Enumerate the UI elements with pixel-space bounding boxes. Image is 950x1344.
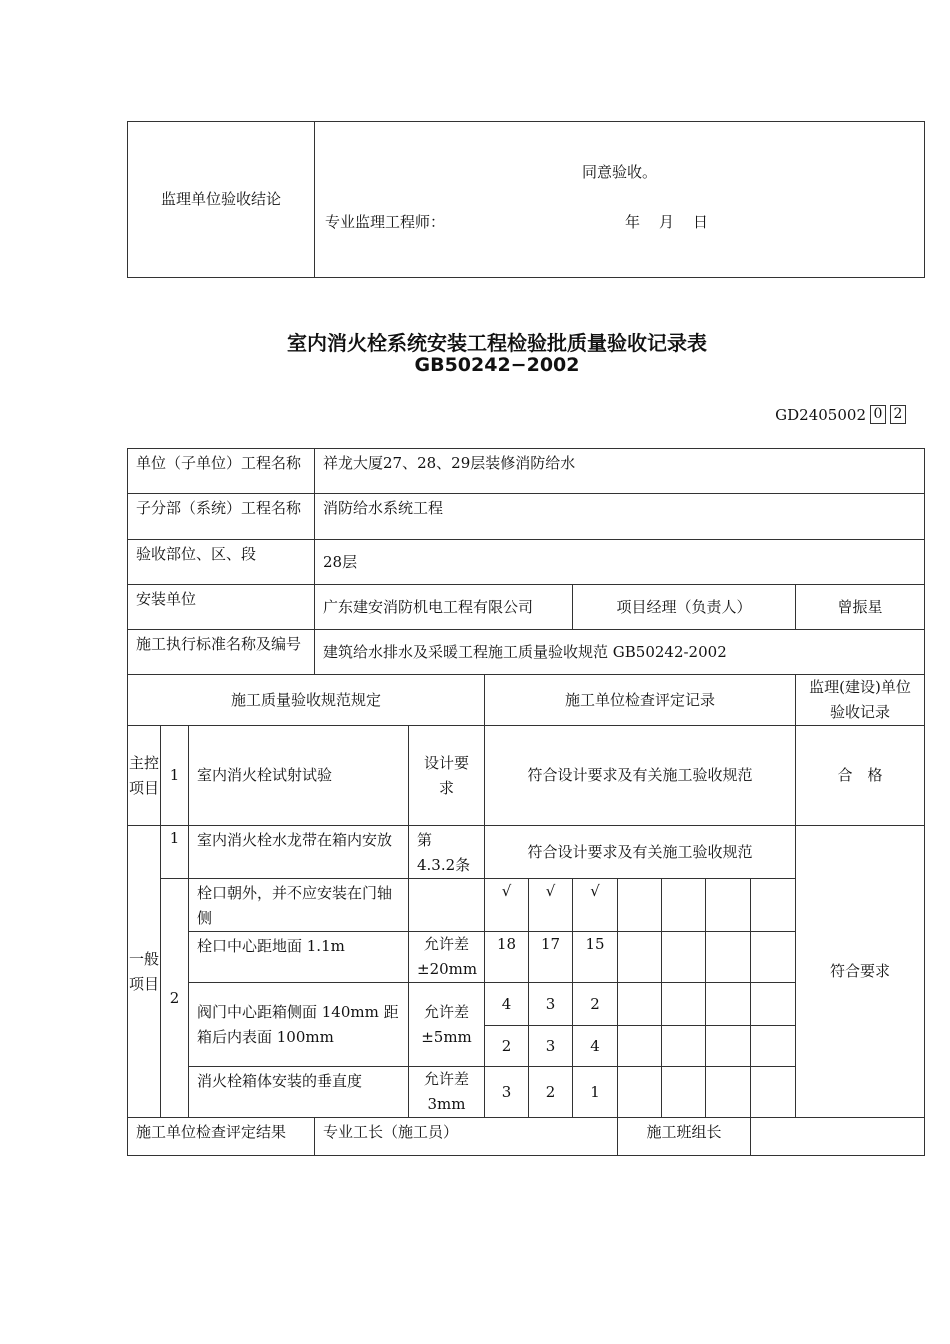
- vertical-value: 3: [485, 1067, 529, 1118]
- valve-text: 阀门中心距箱侧面 140mm 距箱后内表面 100mm: [189, 983, 409, 1067]
- valve-value: 4: [573, 1026, 618, 1067]
- height-req: 允许差±20mm: [409, 932, 485, 983]
- general-item1-req: 第 4.3.2条: [409, 826, 485, 879]
- vertical-text: 消火栓箱体安装的垂直度: [189, 1067, 409, 1118]
- manager-value: 曾振星: [796, 585, 925, 630]
- outlet-value: √: [573, 879, 618, 932]
- vertical-req: 允许差3mm: [409, 1067, 485, 1118]
- standard-value: 建筑给水排水及采暖工程施工质量验收规范 GB50242-2002: [315, 630, 925, 675]
- empty-cell: [618, 1026, 662, 1067]
- empty-cell: [751, 983, 796, 1026]
- project-label: 单位（子单位）工程名称: [128, 449, 315, 494]
- header-row: [128, 675, 925, 726]
- general-item1-text: 室内消火栓水龙带在箱内安放: [189, 826, 409, 879]
- empty-cell: [618, 983, 662, 1026]
- valve-value: 3: [529, 983, 573, 1026]
- footer-row: [128, 1118, 925, 1156]
- empty-cell: [751, 1067, 796, 1118]
- main-control-record: 符合设计要求及有关施工验收规范: [485, 726, 796, 826]
- empty-cell: [618, 932, 662, 983]
- supervision-body: [315, 122, 925, 278]
- valve-value: 2: [485, 1026, 529, 1067]
- footer-result-label: 施工单位检查评定结果: [128, 1118, 315, 1156]
- info-row-standard: [128, 630, 925, 675]
- check-header: 施工单位检查评定记录: [485, 675, 796, 726]
- agree-text: 同意验收。: [581, 163, 657, 181]
- empty-cell: [662, 983, 706, 1026]
- height-value: 17: [529, 932, 573, 983]
- info-row-installer: [128, 585, 925, 630]
- footer-foreman: 专业工长（施工员）: [315, 1118, 618, 1156]
- empty-cell: [751, 879, 796, 932]
- manager-label: 项目经理（负责人）: [573, 585, 796, 630]
- subproject-value: 消防给水系统工程: [315, 494, 925, 540]
- info-row-project: [128, 449, 925, 494]
- outlet-value: √: [529, 879, 573, 932]
- empty-cell: [618, 879, 662, 932]
- document-digit-box-1: 0: [870, 405, 886, 424]
- location-label: 验收部位、区、段: [128, 540, 315, 585]
- general-item2-no: 2: [161, 879, 189, 1118]
- project-value: 祥龙大厦27、28、29层装修消防给水: [315, 449, 925, 494]
- empty-cell: [662, 879, 706, 932]
- empty-cell: [662, 932, 706, 983]
- empty-cell: [751, 932, 796, 983]
- supervision-label: 监理单位验收结论: [128, 122, 315, 278]
- height-value: 18: [485, 932, 529, 983]
- vertical-value: 2: [529, 1067, 573, 1118]
- valve-value: 3: [529, 1026, 573, 1067]
- vertical-value: 1: [573, 1067, 618, 1118]
- empty-cell: [751, 1026, 796, 1067]
- standard-label: 施工执行标准名称及编号: [128, 630, 315, 675]
- info-row-location: [128, 540, 925, 585]
- empty-cell: [706, 1067, 751, 1118]
- supervisor-header: 监理(建设)单位验收记录: [796, 675, 925, 726]
- spec-header: 施工质量验收规范规定: [128, 675, 485, 726]
- height-text: 栓口中心距地面 1.1m: [189, 932, 409, 983]
- main-control-label: 主控项目: [128, 726, 161, 826]
- main-control-requirement: 设计要求: [409, 726, 485, 826]
- empty-cell: [706, 983, 751, 1026]
- outlet-req: [409, 879, 485, 932]
- general-result: 符合要求: [796, 826, 925, 1118]
- inspection-record-table: [127, 448, 925, 1156]
- main-control-result: 合 格: [796, 726, 925, 826]
- main-control-row: [128, 726, 925, 826]
- standard-code-title: GB50242−2002: [414, 354, 580, 376]
- supervision-table: [127, 121, 925, 278]
- empty-cell: [662, 1067, 706, 1118]
- engineer-label: 专业监理工程师：: [325, 213, 446, 231]
- outlet-value: √: [485, 879, 529, 932]
- empty-cell: [706, 1026, 751, 1067]
- info-row-subproject: [128, 494, 925, 540]
- main-control-no: 1: [161, 726, 189, 826]
- valve-req: 允许差±5mm: [409, 983, 485, 1067]
- page-title: 室内消火栓系统安装工程检验批质量验收记录表: [287, 331, 707, 355]
- subproject-label: 子分部（系统）工程名称: [128, 494, 315, 540]
- empty-cell: [662, 1026, 706, 1067]
- document-digit-box-2: 2: [890, 405, 906, 424]
- outlet-text: 栓口朝外，并不应安装在门轴侧: [189, 879, 409, 932]
- installer-value: 广东建安消防机电工程有限公司: [315, 585, 573, 630]
- general-item1-no: 1: [161, 826, 189, 879]
- valve-value: 4: [485, 983, 529, 1026]
- empty-cell: [706, 879, 751, 932]
- empty-cell: [706, 932, 751, 983]
- empty-cell: [618, 1067, 662, 1118]
- document-number: [775, 405, 906, 424]
- footer-team-leader: 施工班组长: [618, 1118, 751, 1156]
- main-control-item: 室内消火栓试射试验: [189, 726, 409, 826]
- general-item1-record: 符合设计要求及有关施工验收规范: [485, 826, 796, 879]
- location-value: 28层: [315, 540, 925, 585]
- general-row-1: [128, 826, 925, 879]
- valve-value: 2: [573, 983, 618, 1026]
- height-value: 15: [573, 932, 618, 983]
- installer-label: 安装单位: [128, 585, 315, 630]
- document-code: GD2405002: [775, 405, 866, 424]
- general-label: 一般项目: [128, 826, 161, 1118]
- footer-empty: [751, 1118, 925, 1156]
- date-label: 年 月 日: [625, 213, 711, 231]
